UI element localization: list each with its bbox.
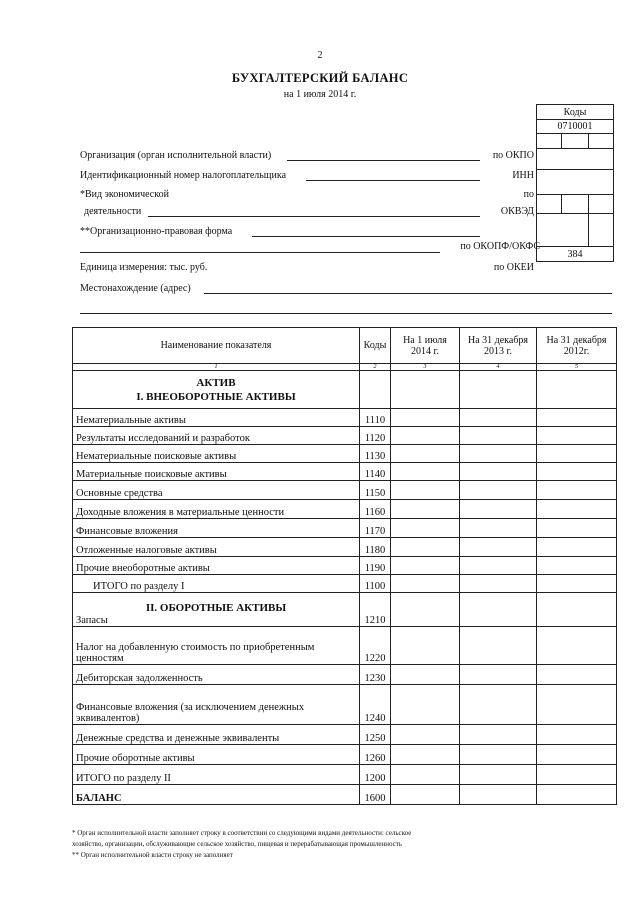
value-cell[interactable] [537,445,617,463]
inn-code-label: ИНН [512,170,534,181]
value-cell[interactable] [460,519,537,538]
value-cell[interactable] [537,725,617,745]
value-cell[interactable] [537,463,617,481]
value-cell[interactable] [391,725,460,745]
value-cell[interactable] [391,785,460,805]
organization-field[interactable] [287,160,480,161]
value-cell[interactable] [460,593,537,627]
okved-label: ОКВЭД [500,206,534,217]
value-cell[interactable] [537,519,617,538]
legal-form-label: **Организационно-правовая форма [80,226,233,237]
value-cell[interactable] [537,575,617,593]
activity-label-2: деятельности [84,206,142,217]
table-row [73,575,617,593]
value-cell[interactable] [391,765,460,785]
value-cell[interactable] [391,685,460,725]
row-name: Дебиторская задолженность [73,665,360,685]
row-name: ИТОГО по разделу II [73,765,360,785]
header-col4: На 31 декабря 2013 г. [460,328,537,364]
value-cell[interactable] [391,665,460,685]
row-code: 1230 [360,665,391,685]
codes-box [536,104,614,262]
section1-heading: I. ВНЕОБОРОТНЫЕ АКТИВЫ [136,390,296,403]
inn-cell[interactable] [537,170,614,195]
balance-table [72,327,617,805]
value-cell[interactable] [537,685,617,725]
row-name: Денежные средства и денежные эквиваленты [73,725,360,745]
value-cell[interactable] [391,409,460,427]
document-date: на 1 июля 2014 г. [283,89,357,100]
okved-cell[interactable] [537,195,562,214]
value-cell[interactable] [460,765,537,785]
row-code: 1600 [360,785,391,805]
value-cell[interactable] [537,627,617,665]
value-cell[interactable] [537,427,617,445]
table-row [73,765,617,785]
date-cell[interactable] [562,134,588,149]
footnote-3: ** Орган исполнительной власти строку не заполняет [72,851,233,859]
table-row [73,557,617,575]
row-name: ИТОГО по разделу I [73,575,360,593]
table-row [73,427,617,445]
table-row [73,685,617,725]
value-cell[interactable] [537,481,617,500]
row-code: 1200 [360,765,391,785]
table-row [73,409,617,427]
header-col3: На 1 июля 2014 г. [391,328,460,364]
table-row [73,785,617,805]
row-name: Результаты исследований и разработок [73,427,360,445]
section-heading [73,371,360,409]
table-row [73,627,617,665]
table-row [73,519,617,538]
value-cell[interactable] [460,463,537,481]
footnote-2: хозяйство, организации, обслуживающие сельское хозяйство, пищевая и перерабатывающая промышленность [72,840,402,848]
value-cell[interactable] [460,481,537,500]
value-cell[interactable] [537,557,617,575]
value-cell[interactable] [391,463,460,481]
table-row [73,445,617,463]
value-cell[interactable] [460,627,537,665]
empty-cell [360,371,391,409]
value-cell[interactable] [460,427,537,445]
value-cell[interactable] [460,538,537,557]
row-name: Доходные вложения в материальные ценности [73,500,360,519]
okved-cell[interactable] [588,195,613,214]
index-cell: 5 [537,364,617,371]
row-code: 1190 [360,557,391,575]
value-cell[interactable] [537,500,617,519]
address-label: Местонахождение (адрес) [80,283,191,294]
row-code: 1100 [360,575,391,593]
okpo-label: по ОКПО [492,150,534,161]
row-name: Прочие оборотные активы [73,745,360,765]
index-cell: 4 [460,364,537,371]
row-code: 1180 [360,538,391,557]
value-cell[interactable] [460,575,537,593]
section-heading-row [73,371,617,409]
value-cell[interactable] [391,519,460,538]
table-row [73,500,617,519]
value-cell[interactable] [391,427,460,445]
value-cell[interactable] [460,685,537,725]
value-cell[interactable] [391,745,460,765]
index-cell: 3 [391,364,460,371]
table-row [73,481,617,500]
row-code: 1250 [360,725,391,745]
value-cell[interactable] [460,785,537,805]
value-cell[interactable] [537,409,617,427]
header-col5: На 31 декабря 2012г. [537,328,617,364]
form-code: 0710001 [537,120,614,134]
row-code: 1110 [360,409,391,427]
value-cell[interactable] [537,785,617,805]
row-code: 1160 [360,500,391,519]
row-name: Нематериальные активы [73,409,360,427]
organization-label: Организация (орган исполнительной власти) [80,150,272,161]
table-row [73,463,617,481]
table-row [73,665,617,685]
value-cell[interactable] [537,745,617,765]
table-row [73,745,617,765]
address-field[interactable] [204,293,612,294]
date-cell[interactable] [588,134,613,149]
row-name: Отложенные налоговые активы [73,538,360,557]
inn-field[interactable] [306,180,480,181]
okved-cell[interactable] [562,195,588,214]
value-cell[interactable] [460,557,537,575]
okopf-label: по ОКОПФ/ОКФС [460,241,540,252]
row-code: 1150 [360,481,391,500]
page-number: 2 [317,50,323,61]
value-cell[interactable] [391,627,460,665]
inn-label: Идентификационный номер налогоплательщика [80,170,287,181]
index-cell: 2 [360,364,391,371]
value-cell[interactable] [460,409,537,427]
value-cell[interactable] [391,481,460,500]
row-code: 1120 [360,427,391,445]
row-name: Запасы [76,615,108,626]
balance-table-body [73,371,617,805]
value-cell[interactable] [460,745,537,765]
activity-label: *Вид экономической [80,189,169,200]
section2-heading: II. ОБОРОТНЫЕ АКТИВЫ [145,602,287,614]
value-cell[interactable] [537,371,617,409]
row-name: Финансовые вложения [73,519,360,538]
row-code: 1220 [360,627,391,665]
header-code: Коды [360,328,391,364]
header-name: Наименование показателя [73,328,360,364]
activity-field[interactable] [148,216,480,217]
aktiv-heading: АКТИВ [196,376,236,389]
value-cell[interactable] [460,371,537,409]
value-cell[interactable] [391,575,460,593]
value-cell[interactable] [537,765,617,785]
section-heading-row [73,593,617,627]
section2-cell [73,593,360,627]
footnotes [72,828,612,861]
okfs-cell[interactable] [588,214,613,247]
table-row [73,725,617,745]
okopf-cell[interactable] [537,214,589,247]
row-code: 1170 [360,519,391,538]
value-cell[interactable] [391,593,460,627]
row-name: Налог на добавленную стоимость по приобретенным ценностям [73,627,360,665]
row-code: 1140 [360,463,391,481]
okei-label: по ОКЕИ [493,262,534,273]
row-name: Нематериальные поисковые активы [73,445,360,463]
value-cell[interactable] [460,500,537,519]
footnote-1: * Орган исполнительной власти заполняет строку в соответствии со следующими видами деятельности: сельское [72,829,412,837]
legal-form-field-2[interactable] [80,252,440,253]
codes-header: Коды [537,105,614,120]
value-cell[interactable] [391,500,460,519]
value-cell[interactable] [391,557,460,575]
okpo-cell[interactable] [537,149,614,170]
row-name: Прочие внеоборотные активы [73,557,360,575]
okei-cell: 384 [537,247,614,262]
index-cell: 1 [73,364,360,371]
value-cell[interactable] [460,665,537,685]
value-cell[interactable] [460,725,537,745]
row-code: 1260 [360,745,391,765]
row-name: Материальные поисковые активы [73,463,360,481]
row-code: 1210 [360,593,391,627]
value-cell[interactable] [391,371,460,409]
value-cell[interactable] [391,538,460,557]
table-row [73,538,617,557]
row-name: Основные средства [73,481,360,500]
value-cell[interactable] [460,445,537,463]
row-name: БАЛАНС [73,785,360,805]
address-field-2[interactable] [80,313,612,314]
value-cell[interactable] [391,445,460,463]
unit-label: Единица измерения: тыс. руб. [80,262,208,273]
po-label: по [523,189,534,200]
row-code: 1130 [360,445,391,463]
value-cell[interactable] [537,665,617,685]
value-cell[interactable] [537,538,617,557]
legal-form-field[interactable] [252,236,480,237]
row-code: 1240 [360,685,391,725]
row-name: Финансовые вложения (за исключением денежных эквивалентов) [73,685,360,725]
value-cell[interactable] [537,593,617,627]
date-cell[interactable] [537,134,562,149]
document-title: БУХГАЛТЕРСКИЙ БАЛАНС [231,71,409,85]
